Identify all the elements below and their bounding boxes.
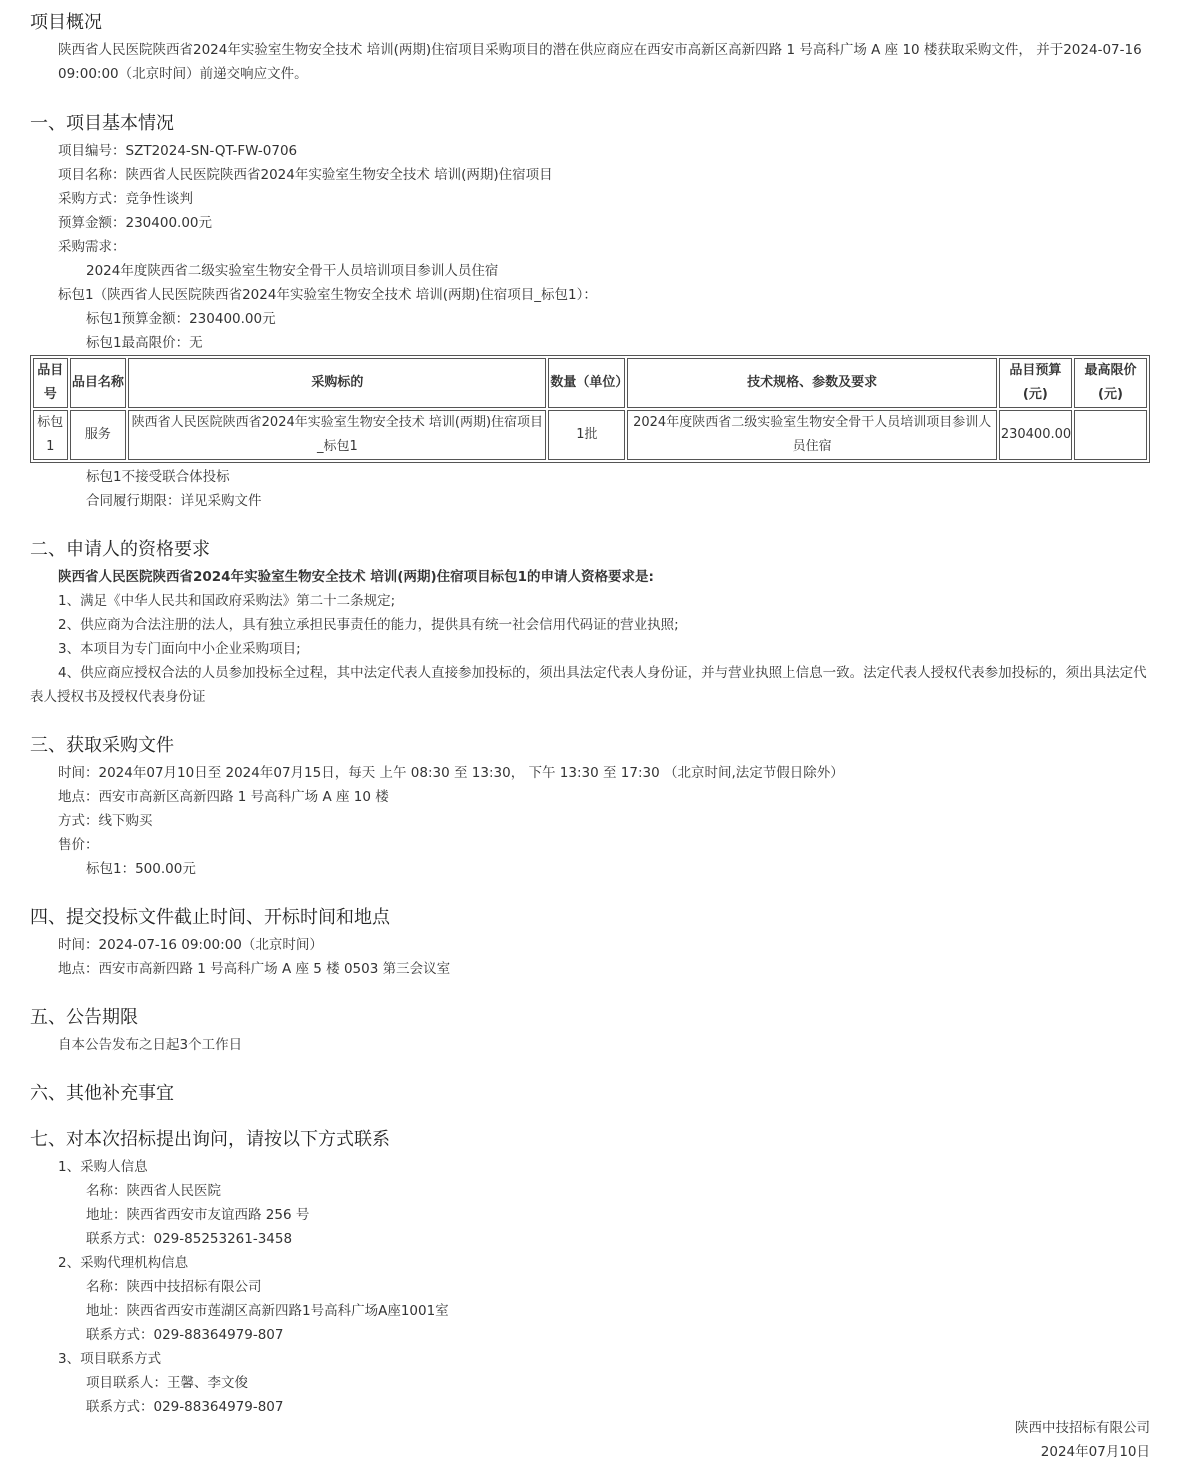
qualification-3: 3、本项目为专门面向中小企业采购项目; [58,641,301,657]
table-cell: 1批 [548,410,625,460]
agent-label: 2、采购代理机构信息 [58,1255,189,1271]
table-cell: 陕西省人民医院陕西省2024年实验室生物安全技术 培训(两期)住宿项目_标包1 [128,410,546,460]
table-cell [1074,410,1147,460]
procurement-method: 采购方式：竞争性谈判 [58,191,193,207]
lot-max-price: 标包1最高限价：无 [86,335,203,351]
table-header: 技术规格、参数及要求 [627,358,996,408]
overview-text: 陕西省人民医院陕西省2024年实验室生物安全技术 培训(两期)住宿项目采购项目的潜在供应商应在西安市高新区高新四路 1 号高科广场 A 座 10 楼获取采购文件， 并于2024-07-16 09:00:00（北京时间）前递交响应文件。 [58,42,1142,82]
buyer-name: 名称：陕西省人民医院 [86,1183,221,1199]
budget-amount: 预算金额：230400.00元 [58,215,213,231]
section7-title: 七、对本次招标提出询问，请按以下方式联系 [30,1129,390,1150]
qualification-1: 1、满足《中华人民共和国政府采购法》第二十二条规定; [58,593,396,609]
lot-price: 标包1：500.00元 [86,861,196,877]
lot-title: 标包1（陕西省人民医院陕西省2024年实验室生物安全技术 培训(两期)住宿项目_标包1）： [58,287,597,303]
agent-name: 名称：陕西中技招标有限公司 [86,1279,262,1295]
buyer-label: 1、采购人信息 [58,1159,148,1175]
items-table [30,355,1150,463]
table-header: 最高限价(元) [1074,358,1147,408]
section1-title: 一、项目基本情况 [30,113,174,134]
acquire-time: 时间：2024年07月10日至 2024年07月15日，每天 上午 08:30 至 13:30， 下午 13:30 至 17:30 （北京时间,法定节假日除外） [58,765,844,781]
qualification-lead: 陕西省人民医院陕西省2024年实验室生物安全技术 培训(两期)住宿项目标包1的申请人资格要求是: [58,569,654,585]
section2-title: 二、申请人的资格要求 [30,539,210,560]
project-number: 项目编号：SZT2024-SN-QT-FW-0706 [58,143,298,159]
table-header: 品目预算(元) [999,358,1072,408]
table-header: 数量（单位） [548,358,625,408]
qualification-2: 2、供应商为合法注册的法人，具有独立承担民事责任的能力，提供具有统一社会信用代码证的营业执照; [58,617,679,633]
acquire-way: 方式：线下购买 [58,813,153,829]
section3-title: 三、获取采购文件 [30,735,174,756]
deadline-time: 时间：2024-07-16 09:00:00（北京时间） [58,937,323,953]
contract-period: 合同履行期限：详见采购文件 [86,493,262,509]
table-cell: 标包1 [33,410,68,460]
announcement [30,0,1150,1419]
table-header: 品目号 [33,358,68,408]
signature-org: 陕西中技招标有限公司 [1015,1420,1150,1436]
notice-period: 自本公告发布之日起3个工作日 [58,1037,243,1053]
section4-title: 四、提交投标文件截止时间、开标时间和地点 [30,907,390,928]
demand-label: 采购需求： [58,239,126,255]
table-cell: 2024年度陕西省二级实验室生物安全骨干人员培训项目参训人员住宿 [627,410,996,460]
demand-text: 2024年度陕西省二级实验室生物安全骨干人员培训项目参训人员住宿 [86,263,499,279]
table-cell: 230400.00 [999,410,1072,460]
contact-person: 项目联系人：王馨、李文俊 [86,1375,248,1391]
table-row [33,410,1147,460]
agent-address: 地址：陕西省西安市莲湖区高新四路1号高科广场A座1001室 [86,1303,449,1319]
no-joint-bid: 标包1不接受联合体投标 [86,469,230,485]
buyer-address: 地址：陕西省西安市友谊西路 256 号 [86,1207,310,1223]
section5-title: 五、公告期限 [30,1007,138,1028]
table-cell: 服务 [70,410,127,460]
section6-title: 六、其他补充事宜 [30,1083,174,1104]
buyer-phone: 联系方式：029-85253261-3458 [86,1231,293,1247]
acquire-place: 地点：西安市高新区高新四路 1 号高科广场 A 座 10 楼 [58,789,389,805]
table-header: 品目名称 [70,358,127,408]
project-name: 项目名称：陕西省人民医院陕西省2024年实验室生物安全技术 培训(两期)住宿项目 [58,167,553,183]
contact-phone: 联系方式：029-88364979-807 [86,1399,284,1415]
qualification-4: 4、供应商应授权合法的人员参加投标全过程，其中法定代表人直接参加投标的，须出具法定代表人身份证，并与营业执照上信息一致。法定代表人授权代表参加投标的，须出具法定代表人授权书及授权代表身份证 [30,665,1147,705]
agent-phone: 联系方式：029-88364979-807 [86,1327,284,1343]
contact-label: 3、项目联系方式 [58,1351,162,1367]
signature-date: 2024年07月10日 [1040,1444,1150,1460]
opening-place: 地点：西安市高新四路 1 号高科广场 A 座 5 楼 0503 第三会议室 [58,961,451,977]
price-label: 售价： [58,837,99,853]
table-header: 采购标的 [128,358,546,408]
table-header-row [33,358,1147,408]
lot-budget: 标包1预算金额：230400.00元 [86,311,276,327]
overview-title: 项目概况 [30,12,102,33]
